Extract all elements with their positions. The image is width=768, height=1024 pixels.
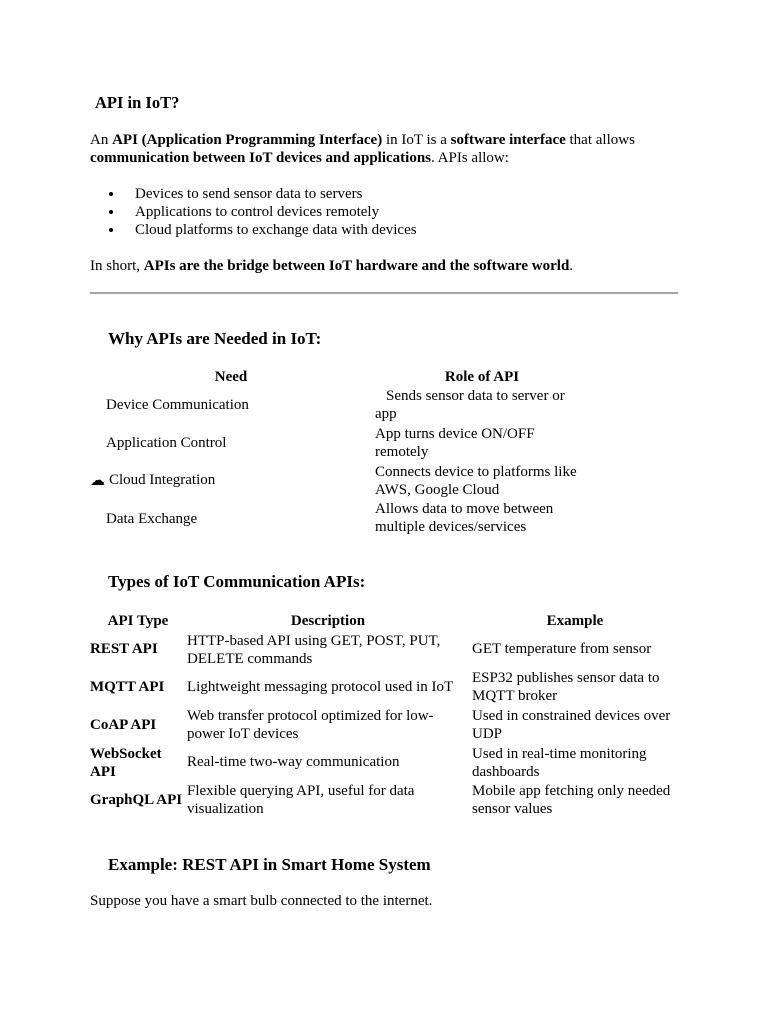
example-cell: GET temperature from sensor (472, 641, 652, 657)
need-cell-application-control: Application Control (106, 435, 227, 451)
example-cell-cont: UDP (472, 726, 503, 742)
description-cell: Web transfer protocol optimized for low- (187, 708, 434, 724)
api-type-cell: CoAP API (90, 717, 157, 733)
cloud-icon: ☁ (90, 473, 105, 489)
role-cell-cont: AWS, Google Cloud (375, 482, 500, 498)
horizontal-divider (90, 292, 678, 294)
rest-example-paragraph: Suppose you have a smart bulb connected to the internet. (90, 893, 433, 909)
heading-api-in-iot: API in IoT? (95, 93, 180, 112)
example-cell-cont: dashboards (472, 764, 540, 780)
intro-text-4: . APIs allow: (431, 150, 509, 166)
role-cell: Sends sensor data to server or (386, 388, 565, 404)
column-header-example: Example (546, 613, 604, 629)
api-type-cell: MQTT API (90, 679, 165, 695)
list-item: Cloud platforms to exchange data with devices (135, 222, 417, 238)
api-uses-list (90, 185, 417, 239)
list-item: Devices to send sensor data to servers (135, 185, 417, 203)
intro-paragraph (90, 131, 690, 167)
column-header-role: Role of API (444, 369, 520, 385)
summary-text-1: In short, (90, 258, 144, 274)
example-cell: Mobile app fetching only needed (472, 783, 671, 799)
example-cell-cont: sensor values (472, 801, 553, 817)
column-header-need: Need (214, 369, 248, 385)
intro-bold-3: communication between IoT devices and applications (90, 150, 431, 166)
intro-text-3: that allows (565, 132, 635, 148)
example-cell-cont: MQTT broker (472, 688, 558, 704)
description-cell-cont: visualization (187, 801, 264, 817)
intro-bold-1: API (Application Programming Interface) (112, 132, 383, 148)
summary-text-2: . (569, 258, 574, 274)
example-cell: ESP32 publishes sensor data to (472, 670, 660, 686)
description-cell: HTTP-based API using GET, POST, PUT, (187, 633, 441, 649)
need-cell-cloud-integration: Cloud Integration (109, 472, 216, 488)
heading-rest-example: Example: REST API in Smart Home System (108, 855, 431, 874)
summary-paragraph (90, 257, 690, 275)
description-cell-cont: power IoT devices (187, 726, 299, 742)
intro-bold-2: software interface (450, 132, 566, 148)
role-cell: Connects device to platforms like (375, 464, 577, 480)
list-item: Applications to control devices remotely (135, 203, 417, 221)
heading-types-of-apis: Types of IoT Communication APIs: (108, 572, 366, 591)
api-type-cell: GraphQL API (90, 792, 183, 808)
api-type-cell-cont: API (90, 764, 116, 780)
example-cell: Used in constrained devices over (472, 708, 671, 724)
summary-bold: APIs are the bridge between IoT hardware and the software world (143, 258, 570, 274)
need-cell-device-communication: Device Communication (106, 397, 249, 413)
role-cell: App turns device ON/OFF (375, 426, 535, 442)
description-cell: Flexible querying API, useful for data (187, 783, 415, 799)
description-cell-cont: DELETE commands (187, 651, 313, 667)
description-cell: Real-time two-way communication (187, 754, 400, 770)
description-cell: Lightweight messaging protocol used in IoT (187, 679, 454, 695)
example-cell: Used in real-time monitoring (472, 746, 647, 762)
role-cell-cont: remotely (375, 444, 429, 460)
need-cell-data-exchange: Data Exchange (106, 511, 198, 527)
api-type-cell: WebSocket (90, 746, 162, 762)
heading-why-apis: Why APIs are Needed in IoT: (108, 329, 322, 348)
intro-text-2: in IoT is a (382, 132, 451, 148)
role-cell-cont: app (375, 406, 397, 422)
column-header-description: Description (290, 613, 366, 629)
role-cell: Allows data to move between (375, 501, 554, 517)
role-cell-cont: multiple devices/services (375, 519, 527, 535)
intro-text-1: An (90, 132, 113, 148)
column-header-api-type: API Type (107, 613, 169, 629)
api-type-cell: REST API (90, 641, 158, 657)
